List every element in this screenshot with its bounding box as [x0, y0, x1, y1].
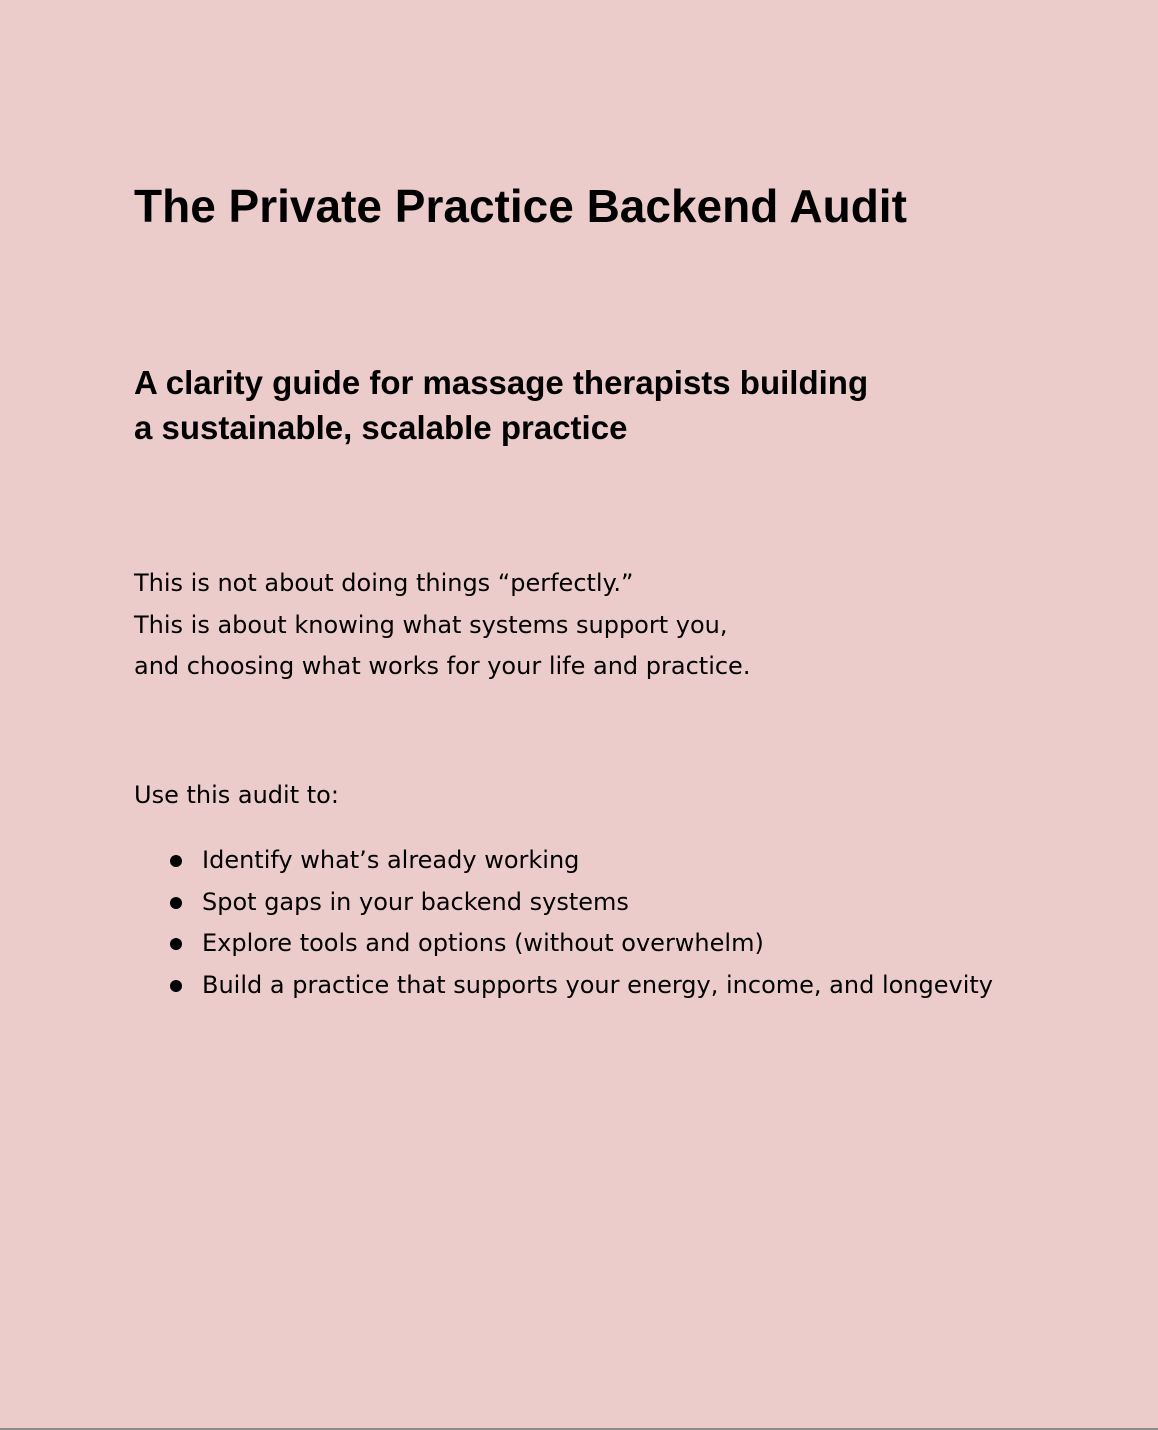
bullet-dot-icon [170, 938, 182, 950]
bullet-dot-icon [170, 855, 182, 867]
bullet-dot-icon [170, 980, 182, 992]
subtitle-line: a sustainable, scalable practice [134, 409, 628, 446]
audit-bullet-list [134, 840, 993, 1006]
page-title: The Private Practice Backend Audit [134, 180, 907, 232]
list-item [134, 882, 993, 924]
audit-lead: Use this audit to: [134, 781, 339, 809]
list-item-text: Spot gaps in your backend systems [202, 887, 629, 916]
intro-paragraph [134, 563, 750, 688]
list-item [134, 840, 993, 882]
intro-line: This is about knowing what systems support you, [134, 610, 728, 639]
list-item [134, 965, 993, 1007]
list-item-text: Explore tools and options (without overwhelm) [202, 929, 764, 957]
subtitle-line: A clarity guide for massage therapists building [134, 364, 869, 401]
list-item [134, 923, 993, 965]
intro-line: This is not about doing things “perfectly.” [134, 569, 634, 597]
bullet-dot-icon [170, 897, 182, 909]
subtitle [134, 360, 1034, 450]
list-item-text: Identify what’s already working [202, 846, 580, 874]
list-item-text: Build a practice that supports your energy, income, and longevity [202, 970, 993, 999]
intro-line: and choosing what works for your life and practice. [134, 652, 751, 680]
